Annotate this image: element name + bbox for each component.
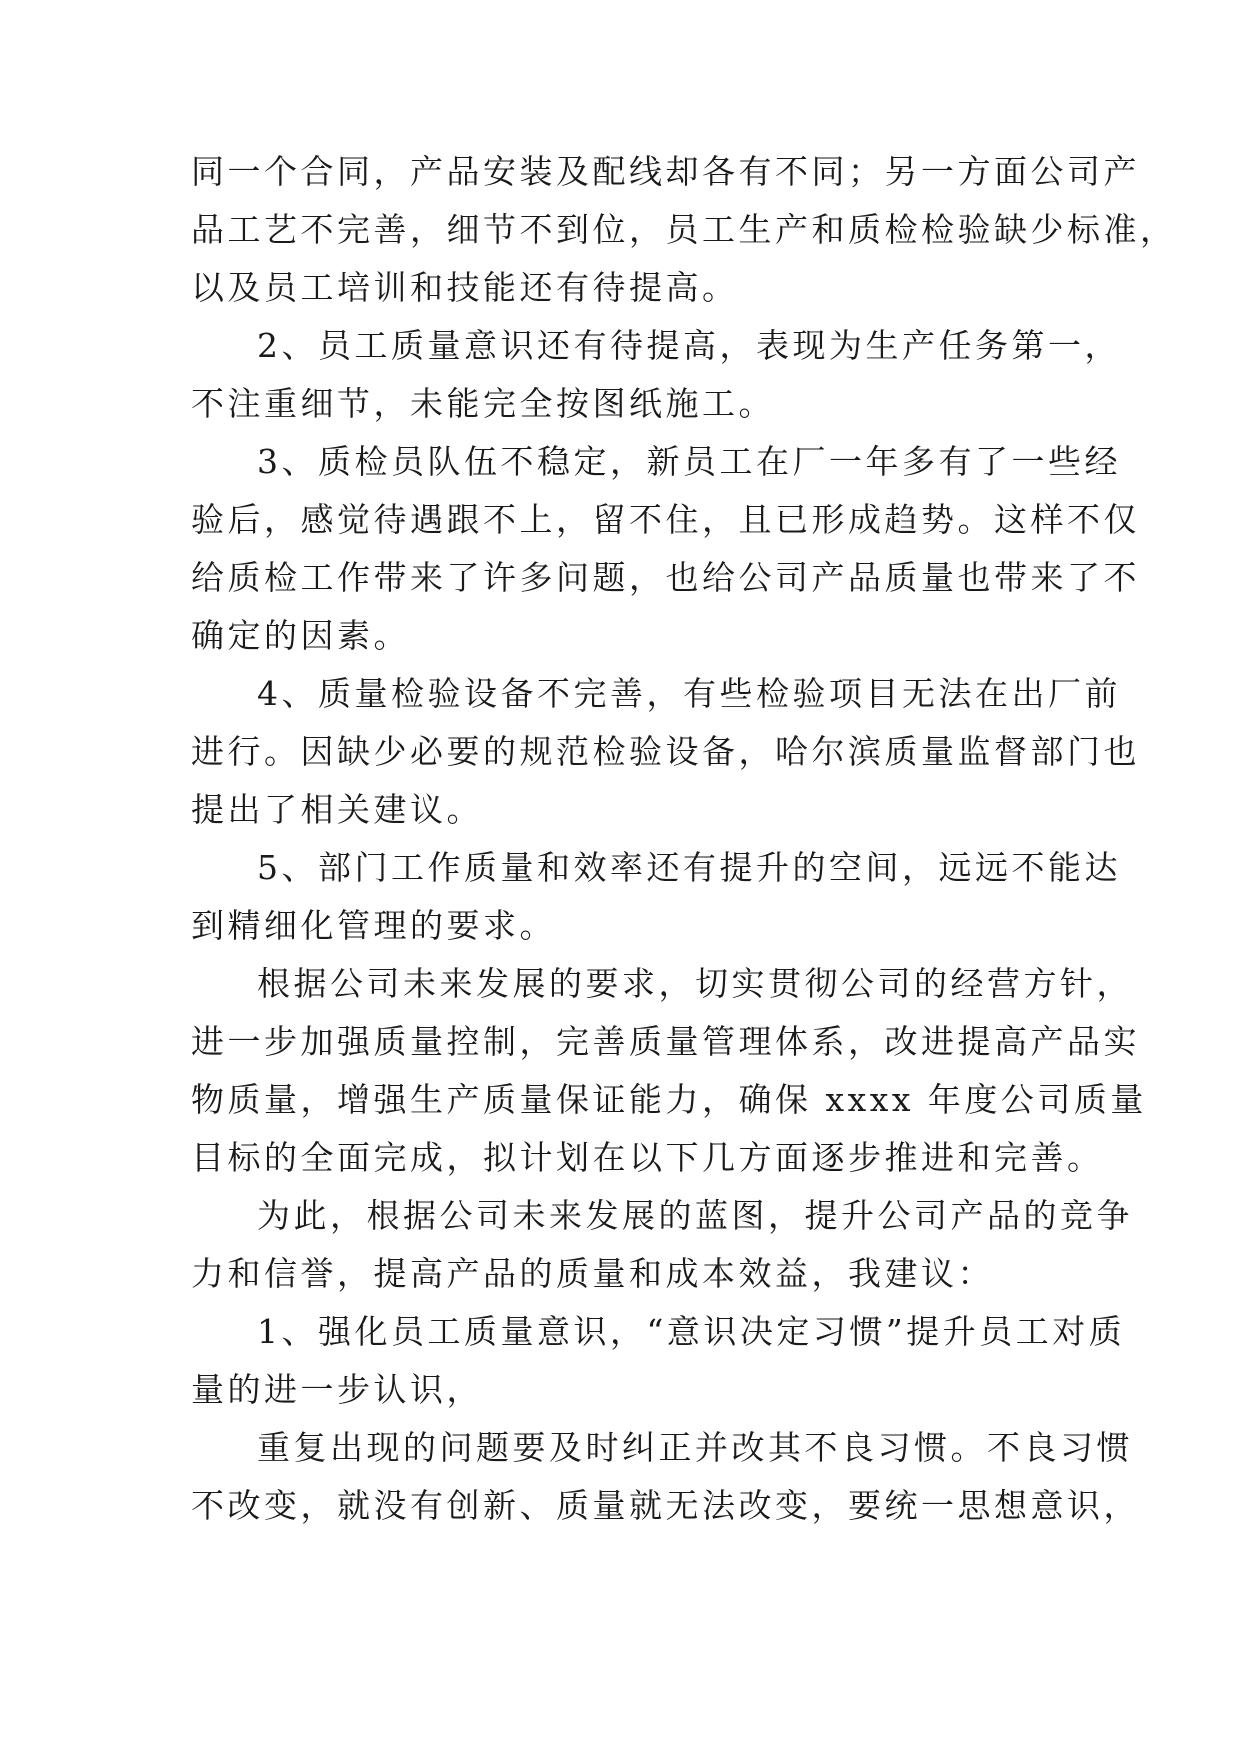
text-line: 4、质量检验设备不完善，有些检验项目无法在出厂前 [257,674,1121,713]
text-line: 验后，感觉待遇跟不上，留不住，且已形成趋势。这样不仅 [191,500,1140,539]
text-line: 到精细化管理的要求。 [191,906,556,945]
text-line: 给质检工作带来了许多问题，也给公司产品质量也带来了不 [191,558,1140,597]
text-line: 物质量，增强生产质量保证能力，确保 xxxx 年度公司质量 [191,1080,1147,1119]
text-line: 2、员工质量意识还有待提高，表现为生产任务第一， [257,326,1121,365]
text-line: 重复出现的问题要及时纠正并改其不良习惯。不良习惯 [257,1428,1133,1467]
text-line: 品工艺不完善，细节不到位，员工生产和质检检验缺少标准， [191,210,1177,249]
text-line: 以及员工培训和技能还有待提高。 [191,268,739,307]
text-line: 进一步加强质量控制，完善质量管理体系，改进提高产品实 [191,1022,1140,1061]
text-line: 为此，根据公司未来发展的蓝图，提升公司产品的竞争 [257,1196,1133,1235]
text-line: 力和信誉，提高产品的质量和成本效益，我建议： [191,1254,994,1293]
text-line: 5、部门工作质量和效率还有提升的空间，远远不能达 [257,848,1121,887]
text-line: 进行。因缺少必要的规范检验设备，哈尔滨质量监督部门也 [191,732,1140,771]
text-line: 1、强化员工质量意识，“意识决定习惯”提升员工对质 [257,1312,1126,1351]
text-line: 根据公司未来发展的要求，切实贯彻公司的经营方针， [257,964,1133,1003]
text-line: 不改变，就没有创新、质量就无法改变，要统一思想意识， [191,1486,1140,1525]
text-line: 提出了相关建议。 [191,790,483,829]
document-body [191,143,1177,1535]
text-line: 确定的因素。 [191,616,410,655]
text-line: 不注重细节，未能完全按图纸施工。 [191,384,775,423]
text-line: 同一个合同，产品安装及配线却各有不同；另一方面公司产 [191,152,1140,191]
text-line: 量的进一步认识， [191,1370,483,1409]
text-line: 目标的全面完成，拟计划在以下几方面逐步推进和完善。 [191,1138,1104,1177]
text-line: 3、质检员队伍不稳定，新员工在厂一年多有了一些经 [257,442,1121,481]
